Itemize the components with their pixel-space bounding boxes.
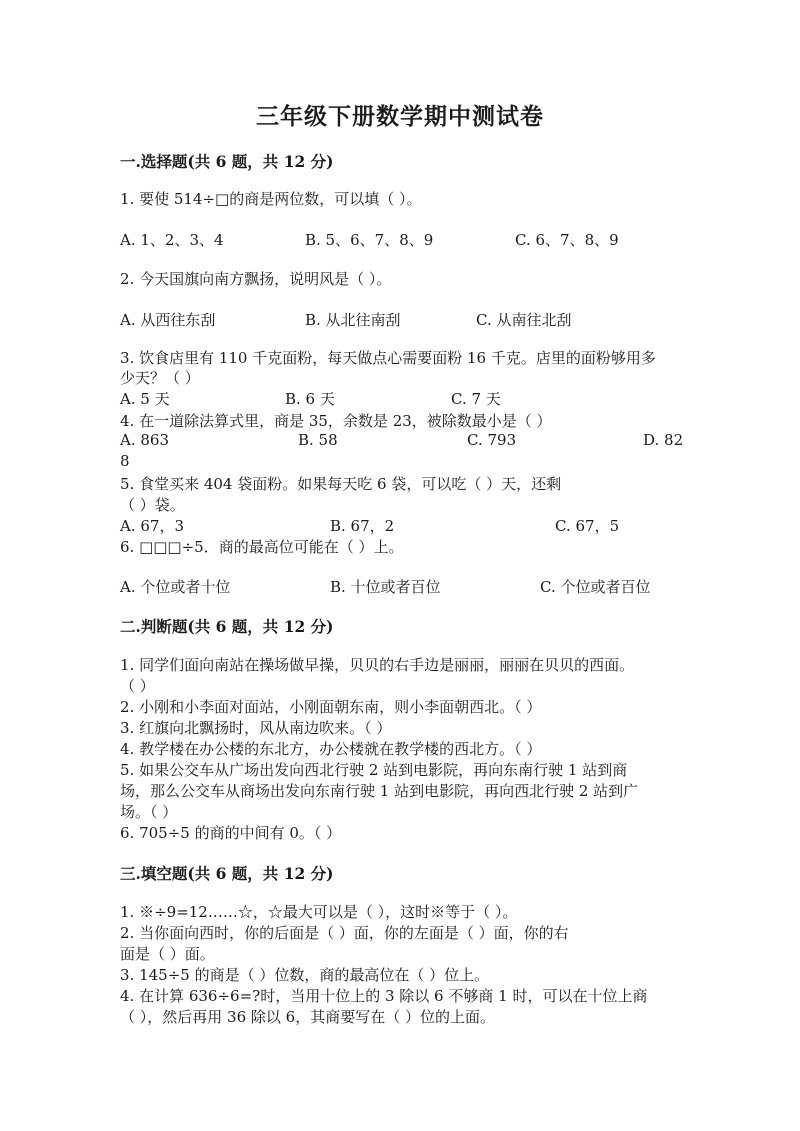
choice-question-5: 5. 食堂买来 404 袋面粉。如果每天吃 6 袋，可以吃（ ）天，还剩 bbox=[120, 475, 562, 493]
judgment-question-4: 4. 教学楼在办公楼的东北方，办公楼就在教学楼的西北方。（ ） bbox=[120, 740, 542, 758]
judgment-question-1-cont: （ ） bbox=[120, 677, 155, 695]
choice-option: A. 1、2、3、4 bbox=[120, 231, 224, 249]
fill-question-2-cont: 面是（ ）面。 bbox=[120, 945, 215, 963]
section-heading-fill: 三.填空题(共 6 题，共 12 分) bbox=[120, 864, 334, 883]
judgment-question-5: 5. 如果公交车从广场出发向西北行驶 2 站到电影院，再向东南行驶 1 站到商 bbox=[120, 761, 628, 779]
choice-question-3: 3. 饮食店里有 110 千克面粉，每天做点心需要面粉 16 千克。店里的面粉够用多 bbox=[120, 349, 656, 367]
choice-question-4: 4. 在一道除法算式里，商是 35，余数是 23，被除数最小是（ ） bbox=[120, 412, 552, 430]
choice-option: A. 个位或者十位 bbox=[120, 578, 231, 596]
choice-option: C. 7 天 bbox=[451, 390, 501, 408]
judgment-question-5-cont: 场，那么公交车从商场出发向东南行驶 1 站到电影院，再向西北行驶 2 站到广 bbox=[120, 782, 639, 800]
judgment-question-1: 1. 同学们面向南站在操场做早操，贝贝的右手边是丽丽，丽丽在贝贝的西面。 bbox=[120, 656, 635, 674]
choice-option: C. 个位或者百位 bbox=[540, 578, 651, 596]
choice-option: C. 67，5 bbox=[555, 517, 620, 535]
choice-option: B. 58 bbox=[298, 431, 338, 449]
choice-question-3-cont: 少天？（ ） bbox=[120, 369, 200, 387]
choice-option: B. 5、6、7、8、9 bbox=[305, 231, 434, 249]
choice-option: B. 十位或者百位 bbox=[330, 578, 441, 596]
fill-question-4: 4. 在计算 636÷6=?时，当用十位上的 3 除以 6 不够商 1 时，可以在十位上商 bbox=[120, 987, 648, 1005]
choice-option-wrap: 8 bbox=[120, 452, 130, 470]
choice-option: A. 5 天 bbox=[120, 390, 170, 408]
choice-option: B. 从北往南刮 bbox=[305, 311, 401, 329]
fill-question-2: 2. 当你面向西时，你的后面是（ ）面，你的左面是（ ）面，你的右 bbox=[120, 924, 569, 942]
fill-question-1: 1. ※÷9=12……☆，☆最大可以是（ ），这时※等于（ ）。 bbox=[120, 903, 518, 921]
choice-option: A. 从西往东刮 bbox=[120, 311, 216, 329]
judgment-question-2: 2. 小刚和小李面对面站，小刚面朝东南，则小李面朝西北。（ ） bbox=[120, 698, 542, 716]
choice-option: B. 67，2 bbox=[330, 517, 395, 535]
fill-question-3: 3. 145÷5 的商是（ ）位数，商的最高位在（ ）位上。 bbox=[120, 966, 490, 984]
choice-question-5-cont: （ ）袋。 bbox=[120, 496, 185, 514]
choice-option: B. 6 天 bbox=[285, 390, 335, 408]
choice-option: A. 67，3 bbox=[120, 517, 184, 535]
judgment-question-6: 6. 705÷5 的商的中间有 0。（ ） bbox=[120, 824, 342, 842]
choice-option: D. 82 bbox=[643, 431, 684, 449]
choice-question-6: 6. □□□÷5．商的最高位可能在（ ）上。 bbox=[120, 538, 404, 556]
choice-question-1: 1. 要使 514÷□的商是两位数，可以填（ ）。 bbox=[120, 190, 422, 208]
page-title: 三年级下册数学期中测试卷 bbox=[256, 103, 544, 130]
section-heading-choice: 一.选择题(共 6 题，共 12 分) bbox=[120, 152, 334, 171]
judgment-question-3: 3. 红旗向北飘扬时，风从南边吹来。（ ） bbox=[120, 719, 392, 737]
choice-option: C. 6、7、8、9 bbox=[515, 231, 619, 249]
judgment-question-5-cont: 场。（ ） bbox=[120, 803, 178, 821]
choice-question-2: 2. 今天国旗向南方飘扬，说明风是（ ）。 bbox=[120, 270, 392, 288]
choice-option: C. 从南往北刮 bbox=[476, 311, 572, 329]
fill-question-4-cont: （ ），然后再用 36 除以 6，其商要写在（ ）位的上面。 bbox=[120, 1008, 495, 1026]
choice-option: A. 863 bbox=[120, 431, 169, 449]
choice-option: C. 793 bbox=[467, 431, 517, 449]
section-heading-judgment: 二.判断题(共 6 题，共 12 分) bbox=[120, 617, 334, 636]
